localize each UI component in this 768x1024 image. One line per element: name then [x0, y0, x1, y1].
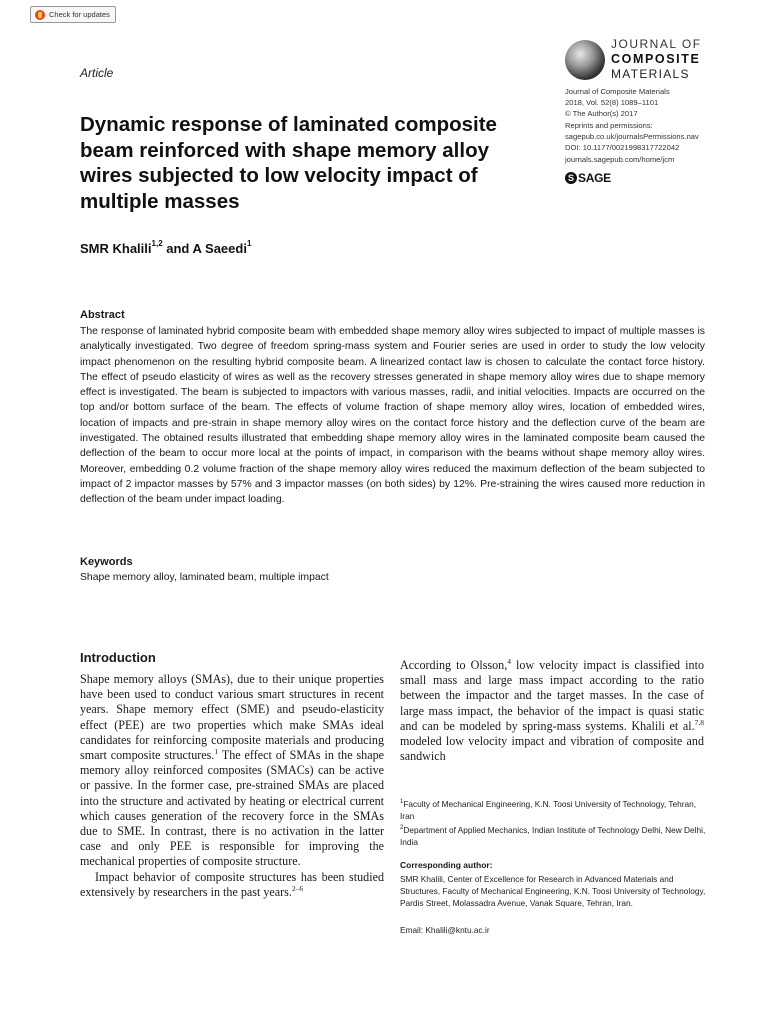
update-badge-icon [35, 10, 45, 20]
keywords-heading: Keywords [80, 556, 133, 568]
citation-ref[interactable]: 1 [214, 746, 219, 756]
introduction-left-column [80, 672, 384, 900]
abstract-heading: Abstract [80, 309, 125, 321]
introduction-paragraph-1 [80, 672, 384, 870]
citation-ref[interactable]: 2–6 [291, 883, 304, 893]
author-connector: and [162, 241, 193, 256]
keywords-body: Shape memory alloy, laminated beam, multiple impact [80, 572, 329, 583]
citation-ref[interactable]: 4 [507, 656, 511, 666]
sage-logo [565, 171, 611, 185]
affiliation-1-marker: 1 [400, 799, 404, 805]
meta-reprints: Reprints and permissions: [565, 121, 653, 130]
sage-wordmark: SAGE [578, 171, 611, 185]
introduction-paragraph-3 [400, 658, 704, 764]
intro-p1-text-b: The effect of SMAs in the shape memory alloy reinforced composites (SMACs) can be active or passive. In the former case, pre-strained SMAs are placed into the structure and activated by heating or electrical current which causes generation of the recovery force in the SMAs due to SME. In contrast, there is no activation in the latter case and only PEE is responsible for improving the mechanical properties of composite structure. [80, 748, 384, 869]
meta-copyright: © The Author(s) 2017 [565, 109, 638, 118]
intro-p2-text: Impact behavior of composite structures has been studied extensively by researchers in the past years. [80, 869, 384, 899]
meta-journal-home-link[interactable]: journals.sagepub.com/home/jcm [565, 155, 675, 164]
check-for-updates-button[interactable] [30, 6, 116, 23]
meta-doi-link[interactable]: DOI: 10.1177/0021998317722042 [565, 143, 680, 152]
journal-name-line-2: COMPOSITE [611, 52, 701, 66]
affiliation-1-text: Faculty of Mechanical Engineering, K.N. Toosi University of Technology, Tehran, Iran [400, 798, 697, 821]
meta-permissions-link[interactable]: sagepub.co.uk/journalsPermissions.nav [565, 132, 699, 141]
corresponding-author-heading: Corresponding author: [400, 860, 493, 870]
sage-mark-icon: S [565, 172, 577, 184]
introduction-heading: Introduction [80, 650, 156, 665]
author-line [80, 241, 251, 256]
journal-name-line-1: JOURNAL OF [611, 37, 702, 51]
abstract-body: The response of laminated hybrid composite beam with embedded shape memory alloy wires subjected to impact of multiple masses is analytically investigated. Two degree of freedom spring-mass system and Fourier series are used in order to study the low velocity impact phenomenon on the resulting hybrid composite beam. A linearized contact law is chosen to calculate the contact force history. The effect of pseudo elasticity of wires as well as the recovery stresses generated in shape memory alloy wires due to shape memory effect is investigated. The beam is subjected to impactors with various masses, radii, and initial velocities. Impacts are occurred on the top and/or bottom surface of the beam. The effects of volume fraction of shape memory alloy wires, location of embedded wires, location of impacts and pre-strain in shape memory alloy wires on the contact force history and the deflection curve of the beam are investigated. The obtained results illustrated that embedding shape memory alloy wires in the laminated composite beam caused the deflection of the beam to occur more local at the points of impact, in comparison with the beams without shape memory alloy wires. Moreover, embedding 0.2 volume fraction of the shape memory alloy wires reduced the maximum deflection of the beam subjected to impact of 2 impactor masses by 57% and 3 impactor masses (on both sides) by 12%. Pre-straining the wires caused more reduction in deflection of the beam under impact loading. [80, 326, 705, 506]
paper-title: Dynamic response of laminated composite beam reinforced with shape memory alloy wires subjected to low velocity impact of multiple masses [80, 113, 497, 213]
check-for-updates-label: Check for updates [49, 10, 110, 19]
corresponding-author-email[interactable]: Email: Khalili@kntu.ac.ir [400, 925, 490, 935]
introduction-right-column [400, 658, 704, 764]
author-1-name[interactable]: SMR Khalili [80, 241, 152, 256]
intro-r1-text-a: According to Olsson, [400, 658, 508, 672]
article-type: Article [80, 66, 114, 80]
affiliation-2-text: Department of Applied Mechanics, Indian Institute of Technology Delhi, New Delhi, India [400, 824, 706, 847]
journal-name-line-3: MATERIALS [611, 67, 690, 81]
introduction-paragraph-2 [80, 870, 384, 900]
intro-r1-text-c: modeled low velocity impact and vibration of composite and sandwich [400, 734, 704, 764]
sphere-logo-icon [565, 40, 605, 80]
corresponding-author-details: SMR Khalili, Center of Excellence for Research in Advanced Materials and Structures, Faculty of Mechanical Engineering, K.N. Toosi University of Technology, Pardis Street, Molassadra Avenue, Vanak Square, Tehran, Iran. [400, 874, 706, 909]
author-2-affiliation-ref: 1 [246, 239, 252, 248]
affiliation-2 [400, 822, 706, 848]
intro-p1-text-a: Shape memory alloys (SMAs), due to their unique properties have been used to conduct various smart structures in recent years. Shape memory effect (SME) and pseudo-elasticity effect (PEE) are two properties which make SMAs ideal candidates for reinforcing composite materials and producing smart composite structures. [80, 672, 384, 763]
author-1-affiliation-ref: 1,2 [151, 239, 163, 248]
author-2-name[interactable]: A Saeedi [192, 241, 247, 256]
meta-journal: Journal of Composite Materials [565, 87, 670, 96]
citation-ref[interactable]: 7,8 [694, 717, 704, 727]
affiliation-1 [400, 796, 706, 822]
intro-r1-text-b: low velocity impact is classified into small mass and large mass impact according to the ratio between the impactor and the target masses. In the case of large mass impact, the behavior of the impact is quasi static and can be modeled by spring-mass systems. Khalili et al. [400, 658, 704, 733]
affiliation-2-marker: 2 [400, 825, 404, 831]
meta-volume: 2018, Vol. 52(8) 1089–1101 [565, 98, 659, 107]
